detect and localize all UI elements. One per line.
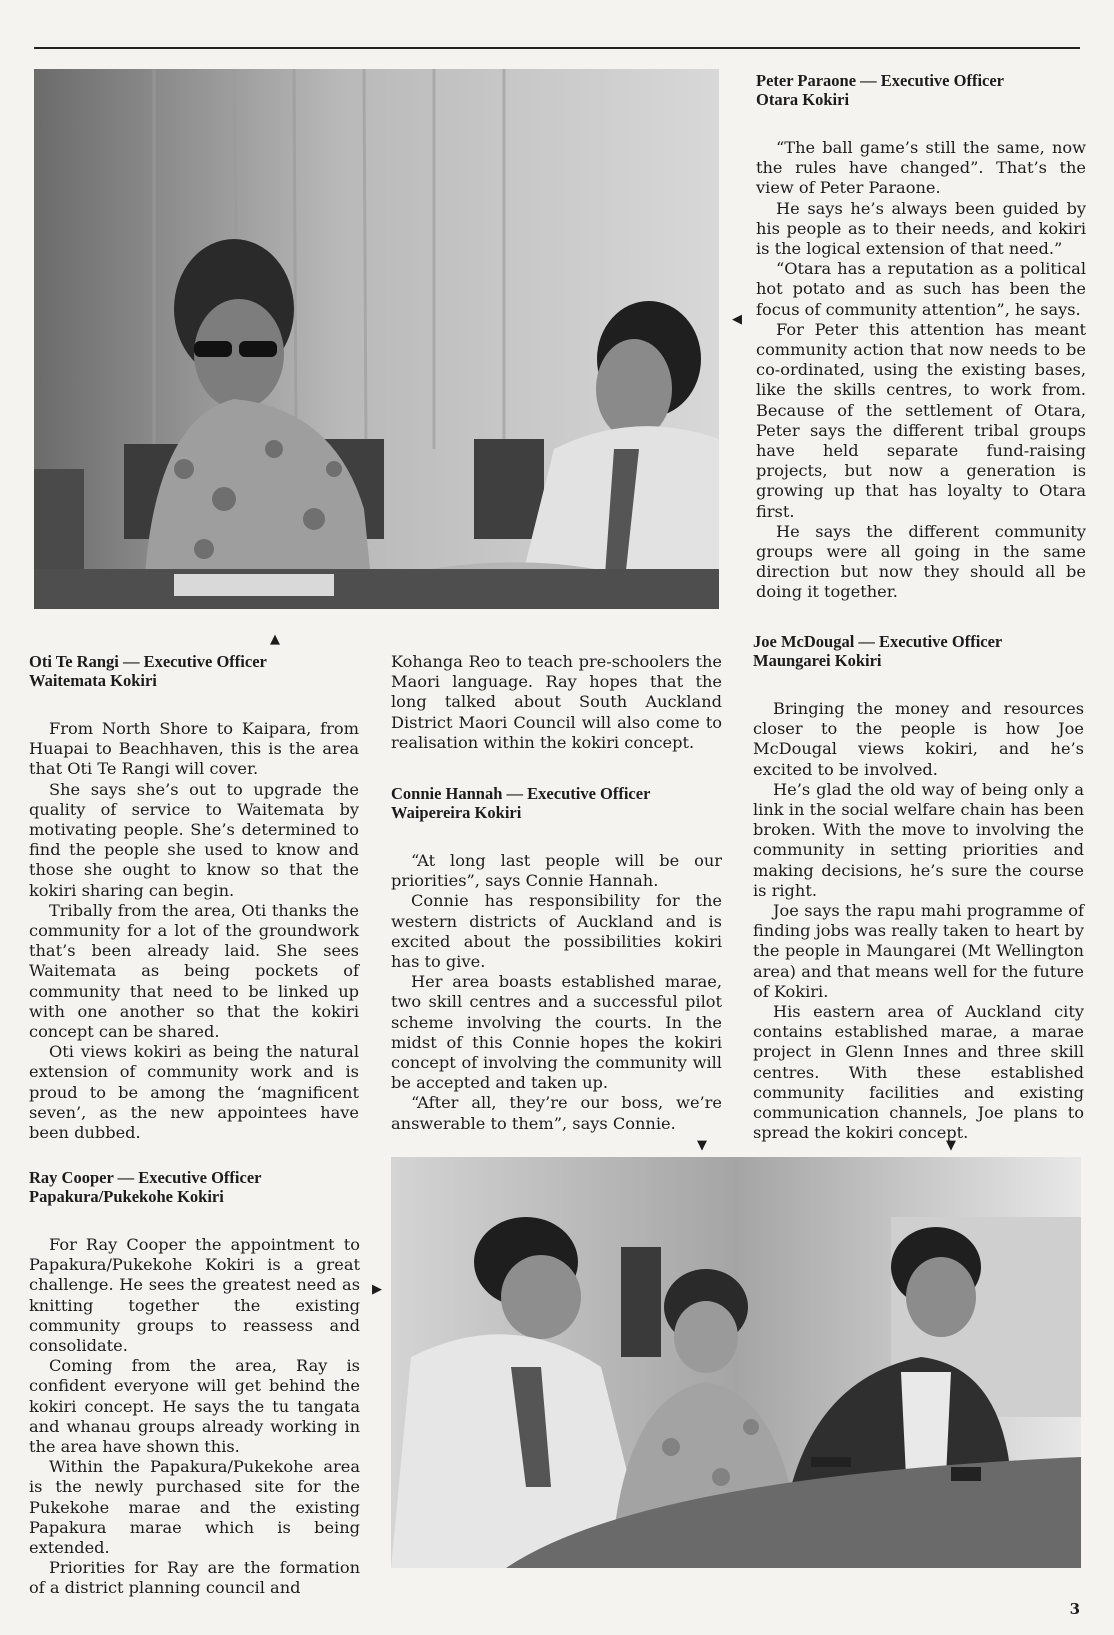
heading-ray-title: Ray Cooper — Executive Officer xyxy=(29,1168,262,1187)
paragraph: Coming from the area, Ray is confident everyone will get behind the kokiri concept. He says the tu tangata and whanau groups already working in the area have shown this. xyxy=(29,1356,360,1457)
paragraph: She says she’s out to upgrade the quality of service to Waitemata by motivating people. She’s determined to find the people she used to know and those she ought to know so that the kokiri sharing can begin. xyxy=(29,779,359,900)
paragraph: For Peter this attention has meant community action that now needs to be co-ordinated, using the existing bases, like the skills centres, to work from. Because of the settlement of Otara, Peter says the different tribal groups have held separate fund-raising projects, but now a generation is growing up that has loyalty to Otara first. xyxy=(756,319,1086,521)
article-oti-te-rangi xyxy=(29,652,359,1143)
heading-peter xyxy=(756,71,1086,109)
paragraph-ray-continued: Kohanga Reo to teach pre-schoolers the Maori language. Ray hopes that the long talked about South Auckland District Maori Council will also come to realisation within the kokiri concept. xyxy=(391,652,722,752)
paragraph: Bringing the money and resources closer to the people is how Joe McDougal views kokiri, and he’s excited to be involved. xyxy=(753,699,1084,779)
paragraph: Tribally from the area, Oti thanks the community for a lot of the groundwork that’s been already laid. She sees Waitemata as being pockets of community that need to be linked up with one another so that the kokiri concept can be shared. xyxy=(29,900,359,1042)
marker-left-arrow: ◀ xyxy=(732,312,742,327)
paragraph: “At long last people will be our priorities”, says Connie Hannah. xyxy=(391,851,722,891)
heading-connie-title: Connie Hannah — Executive Officer xyxy=(391,784,651,804)
photo-ray-connie-joe xyxy=(391,1157,1081,1568)
paragraph: His eastern area of Auckland city contains established marae, a marae project in Glenn Innes and three skill centres. With these established community facilities and existing communication channels, Joe plans to spread the kokiri concept. xyxy=(753,1002,1084,1143)
article-joe-mcdougal xyxy=(753,632,1084,1143)
heading-ray xyxy=(29,1168,360,1206)
paragraph: He’s glad the old way of being only a link in the social welfare chain has been broken. With the move to involving the community in setting priorities and making decisions, he’s sure the course is right. xyxy=(753,779,1084,900)
heading-oti-title: Oti Te Rangi — Executive Officer xyxy=(29,652,267,671)
heading-connie-subtitle: Waipereira Kokiri xyxy=(391,803,522,823)
marker-right-arrow: ▶ xyxy=(372,1282,382,1297)
paragraph: “After all, they’re our boss, we’re answerable to them”, says Connie. xyxy=(391,1093,722,1133)
heading-joe-subtitle: Maungarei Kokiri xyxy=(753,651,882,670)
heading-joe xyxy=(753,632,1084,670)
article-peter-paraone xyxy=(756,71,1086,603)
paragraph: “Otara has a reputation as a political hot potato and as such has been the focus of community attention”, he says. xyxy=(756,259,1086,319)
heading-ray-subtitle: Papakura/Pukekohe Kokiri xyxy=(29,1187,224,1206)
paragraph: Oti views kokiri as being the natural extension of community work and is proud to be among the ‘magnificent seven’, as the new appointees have been dubbed. xyxy=(29,1042,359,1143)
paragraph: “The ball game’s still the same, now the rules have changed”. That’s the view of Peter Paraone. xyxy=(756,138,1086,198)
page-number: 3 xyxy=(1069,1600,1080,1618)
heading-oti xyxy=(29,652,359,690)
heading-connie xyxy=(391,784,722,822)
paragraph: Connie has responsibility for the western districts of Auckland and is excited about the possibilities kokiri has to give. xyxy=(391,891,722,972)
marker-down-arrow-joe: ▼ xyxy=(946,1138,956,1153)
paragraph: For Ray Cooper the appointment to Papakura/Pukekohe Kokiri is a great challenge. He sees the greatest need as knitting together the existing community groups to reassess and consolidate. xyxy=(29,1235,360,1356)
marker-up-arrow: ▲ xyxy=(270,632,280,647)
heading-oti-subtitle: Waitemata Kokiri xyxy=(29,671,157,690)
paragraph: Joe says the rapu mahi programme of finding jobs was really taken to heart by the people in Maungarei (Mt Wellington area) and that means well for the future of Kokiri. xyxy=(753,901,1084,1001)
paragraph: Priorities for Ray are the formation of a district planning council and xyxy=(29,1558,360,1598)
article-middle-column xyxy=(391,652,722,1134)
article-ray-cooper xyxy=(29,1168,360,1599)
paragraph: He says he’s always been guided by his people as to their needs, and kokiri is the logical extension of that need.” xyxy=(756,198,1086,259)
heading-peter-title: Peter Paraone — Executive Officer xyxy=(756,71,1005,90)
marker-down-arrow-connie: ▼ xyxy=(697,1138,707,1153)
top-rule xyxy=(34,47,1080,49)
paragraph: Within the Papakura/Pukekohe area is the newly purchased site for the Pukekohe marae and the existing Papakura marae which is being extended. xyxy=(29,1457,360,1558)
heading-peter-subtitle: Otara Kokiri xyxy=(756,90,850,109)
paragraph: From North Shore to Kaipara, from Huapai to Beachhaven, this is the area that Oti Te Rangi will cover. xyxy=(29,719,359,779)
photo-oti-and-peter xyxy=(34,69,719,609)
paragraph: He says the different community groups were all going in the same direction but now they should all be doing it together. xyxy=(756,521,1086,602)
paragraph: Her area boasts established marae, two skill centres and a successful pilot scheme involving the courts. In the midst of this Connie hopes the kokiri concept of involving the community will be accepted and taken up. xyxy=(391,972,722,1093)
heading-joe-title: Joe McDougal — Executive Officer xyxy=(753,632,1003,651)
